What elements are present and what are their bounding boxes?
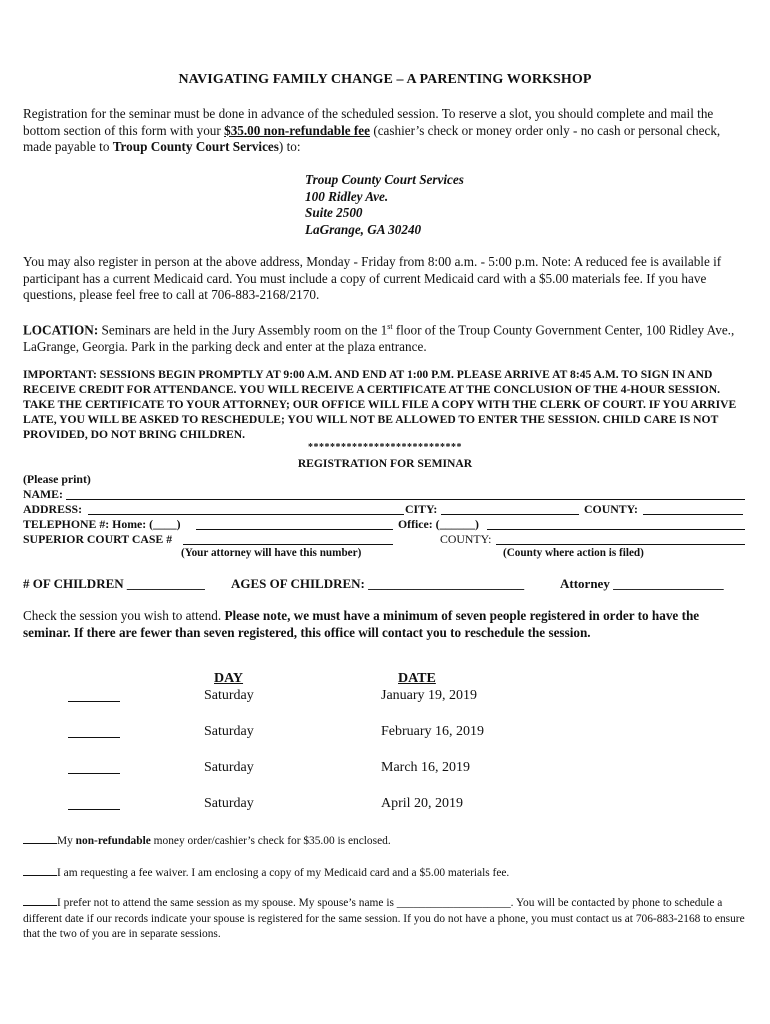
option-text-3: I prefer not to attend the same session as my spouse. My spouse’s name is ____________________. You will be contacted by phone to schedule a different date if our records indicate your spouse is registered for the same session. If you do not have a phone, you must contact us at 706-883-2168 to ensure that the two of you are in separate sessions.: [23, 897, 745, 940]
address-line-4: LaGrange, GA 30240: [305, 221, 422, 237]
attorney-number-note: (Your attorney will have this number): [181, 547, 362, 559]
option-text-1c: money order/cashier’s check for $35.00 is enclosed.: [150, 835, 391, 847]
county-label: COUNTY:: [584, 502, 638, 516]
home-phone-label: TELEPHONE #: Home: (____): [23, 517, 181, 531]
office-phone-label: Office: (______): [398, 517, 479, 531]
location-superscript: st: [387, 322, 393, 331]
separator-stars: ****************************: [308, 442, 462, 453]
option-text-2: I am requesting a fee waiver. I am enclosing a copy of my Medicaid card and a $5.00 materials fee.: [57, 867, 510, 879]
name-label: NAME:: [23, 487, 63, 501]
registration-heading: REGISTRATION FOR SEMINAR: [297, 457, 473, 470]
important-notice: IMPORTANT: SESSIONS BEGIN PROMPTLY AT 9:00 A.M. AND END AT 1:00 P.M. PLEASE ARRIVE AT 8:45 A.M. TO SIGN IN AND RECEIVE CREDIT FOR ATTENDANCE. YOU WILL RECEIVE A CERTIFICATE AT THE CONCLUSION OF THE 4-HOUR SESSION. TAKE THE CERTIFICATE TO YOUR ATTORNEY; OUR OFFICE WILL FILE A COPY WITH THE CLERK OF COURT. IF YOU ARRIVE LATE, YOU WILL BE ASKED TO RESCHEDULE; YOU WILL NOT BE ALLOWED TO ENTER THE SESSION. CHILD CARE IS NOT PROVIDED, DO NOT BRING CHILDREN.: [23, 368, 737, 441]
city-label: CITY:: [405, 502, 438, 516]
session-day: Saturday: [204, 760, 254, 775]
location-paragraph: [23, 319, 749, 355]
option-checkbox[interactable]: [23, 864, 57, 876]
county-filed-note: (County where action is filed): [503, 547, 644, 559]
day-header: DAY: [214, 671, 244, 686]
name-field[interactable]: [66, 499, 745, 500]
address-label: ADDRESS:: [23, 502, 82, 516]
page-title: NAVIGATING FAMILY CHANGE – A PARENTING WORKSHOP: [178, 72, 592, 87]
address-line-3: Suite 2500: [305, 205, 363, 220]
case-county-field[interactable]: [496, 544, 745, 545]
office-phone-field[interactable]: [487, 529, 745, 530]
date-header: DATE: [398, 671, 436, 686]
home-phone-field[interactable]: [196, 529, 393, 530]
option-checkbox[interactable]: [23, 894, 57, 906]
intro-paragraph: [23, 106, 749, 156]
payee-name: Troup County Court Services: [112, 139, 279, 154]
session-date: February 16, 2019: [381, 724, 485, 739]
option-text-1a: My: [57, 835, 76, 847]
address-line-2: 100 Ridley Ave.: [305, 188, 389, 204]
mailing-address: [305, 172, 464, 238]
check-session-text: Check the session you wish to attend.: [23, 608, 225, 623]
location-text-1: Seminars are held in the Jury Assembly room on the 1: [98, 322, 388, 338]
case-number-field[interactable]: [183, 544, 393, 545]
session-date: April 20, 2019: [381, 796, 464, 811]
session-day: Saturday: [204, 796, 254, 811]
address-field[interactable]: [88, 514, 404, 515]
session-date: March 16, 2019: [381, 760, 471, 775]
option-text-1b: non-refundable: [75, 835, 151, 847]
option-checkbox[interactable]: [23, 832, 57, 844]
session-date: January 19, 2019: [381, 688, 478, 703]
minimum-note: Please note, we must have a minimum of seven people registered in order to have the seminar. If there are fewer than seven registered, this office will contact you to reschedule the session.: [23, 608, 700, 640]
option-fee-waiver: [23, 864, 749, 882]
check-session-paragraph: [23, 608, 749, 641]
address-line-1: Troup County Court Services: [305, 172, 464, 187]
city-field[interactable]: [441, 514, 579, 515]
session-day: Saturday: [204, 688, 254, 703]
intro-text-3: ) to:: [278, 139, 301, 154]
county-field[interactable]: [643, 514, 743, 515]
session-checkbox[interactable]: [68, 809, 120, 810]
case-number-label: SUPERIOR COURT CASE #: [23, 532, 173, 546]
session-checkbox[interactable]: [68, 737, 120, 738]
children-ages-field[interactable]: AGES OF CHILDREN: ________________________: [231, 576, 525, 591]
intro-text-2: (cashier’s check or money order only - no cash or personal check, made payable to: [23, 122, 721, 154]
option-separate-session: [23, 894, 749, 943]
please-print-note: (Please print): [23, 472, 91, 486]
location-label: LOCATION:: [23, 322, 99, 338]
attorney-field[interactable]: Attorney _________________: [560, 576, 724, 591]
location-text-2: floor of the Troup County Government Center, 100 Ridley Ave., LaGrange, Georgia. Park in the parking deck and enter at the plaza entrance.: [23, 322, 735, 354]
children-count-field[interactable]: # OF CHILDREN ____________: [23, 576, 205, 591]
option-payment-enclosed: [23, 832, 749, 850]
session-day: Saturday: [204, 724, 254, 739]
session-checkbox[interactable]: [68, 773, 120, 774]
session-checkbox[interactable]: [68, 701, 120, 702]
intro-text-1: Registration for the seminar must be done in advance of the scheduled session. To reserve a slot, you should complete and mail the bottom section of this form with your: [23, 106, 714, 138]
fee-amount: $35.00 non-refundable fee: [224, 122, 371, 138]
case-county-label: COUNTY:: [440, 532, 492, 546]
in-person-paragraph: You may also register in person at the above address, Monday - Friday from 8:00 a.m. - 5:00 p.m. Note: A reduced fee is available if participant has a current Medicaid card. You must include a copy of current Medicaid card with a $5.00 materials fee. If you have questions, please feel free to call at 706-883-2168/2170.: [23, 254, 722, 302]
